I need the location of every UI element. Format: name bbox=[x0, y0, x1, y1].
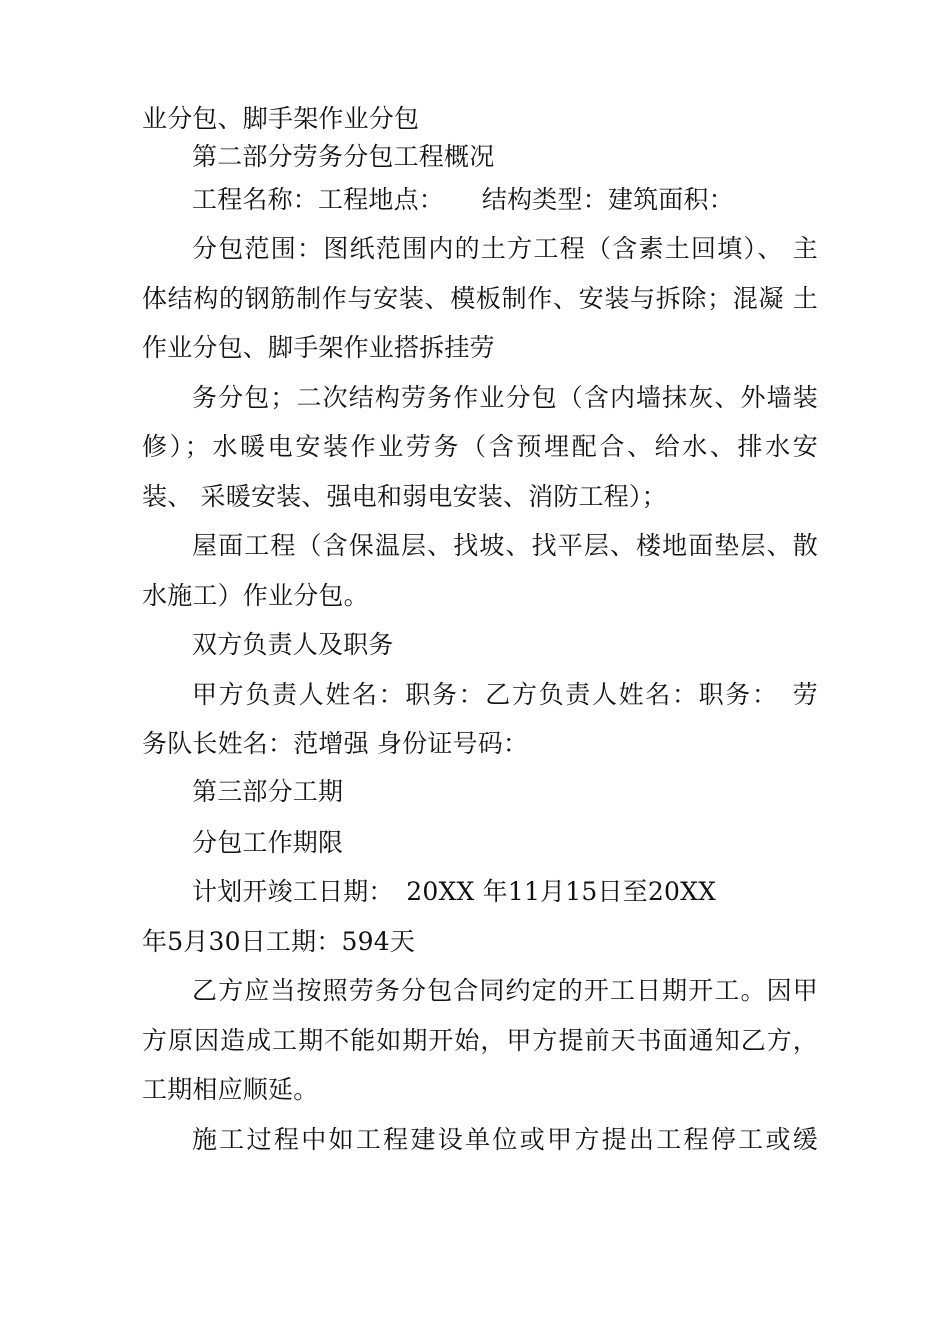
text-line: 分包工作期限 bbox=[192, 828, 344, 857]
text-line: 双方负责人及职务 bbox=[192, 630, 394, 659]
text-line: 工期相应顺延。 bbox=[142, 1075, 319, 1104]
text-line: 施工过程中如工程建设单位或甲方提出工程停工或缓 bbox=[192, 1125, 818, 1154]
section-heading: 第三部分工期 bbox=[192, 777, 344, 806]
text-line: 乙方应当按照劳务分包合同约定的开工日期开工。因甲 bbox=[192, 976, 818, 1005]
text-line: 水施工）作业分包。 bbox=[142, 581, 369, 610]
text-line: 体结构的钢筋制作与安装、模板制作、安装与拆除；混凝 土 bbox=[142, 284, 818, 313]
text-line: 务分包；二次结构劳务作业分包（含内墙抹灰、外墙装 bbox=[192, 383, 818, 412]
section-heading: 第二部分劳务分包工程概况 bbox=[192, 142, 495, 171]
text-line: 甲方负责人姓名：职务：乙方负责人姓名：职务： 劳 bbox=[192, 680, 818, 709]
text-line: 工程名称：工程地点： 结构类型：建筑面积： bbox=[192, 185, 734, 214]
text-line: 屋面工程（含保温层、找坡、找平层、楼地面垫层、散 bbox=[192, 531, 818, 560]
text-line: 分包范围：图纸范围内的土方工程（含素土回填）、 主 bbox=[192, 234, 818, 263]
text-line: 年5月30日工期：594天 bbox=[142, 927, 416, 956]
text-line: 装、 采暖安装、强电和弱电安装、消防工程）； bbox=[142, 482, 667, 511]
text-line: 修）；水暖电安装作业劳务（含预埋配合、给水、排水安 bbox=[142, 432, 818, 461]
text-line: 作业分包、脚手架作业搭拆挂劳 bbox=[142, 333, 495, 362]
text-line: 务队长姓名：范增强 身份证号码： bbox=[142, 729, 529, 758]
text-line: 计划开竣工日期： 20XX 年11月15日至20XX bbox=[192, 877, 717, 906]
text-line: 方原因造成工期不能如期开始，甲方提前天书面通知乙方， bbox=[142, 1026, 818, 1055]
text-line: 业分包、脚手架作业分包 bbox=[142, 104, 420, 133]
